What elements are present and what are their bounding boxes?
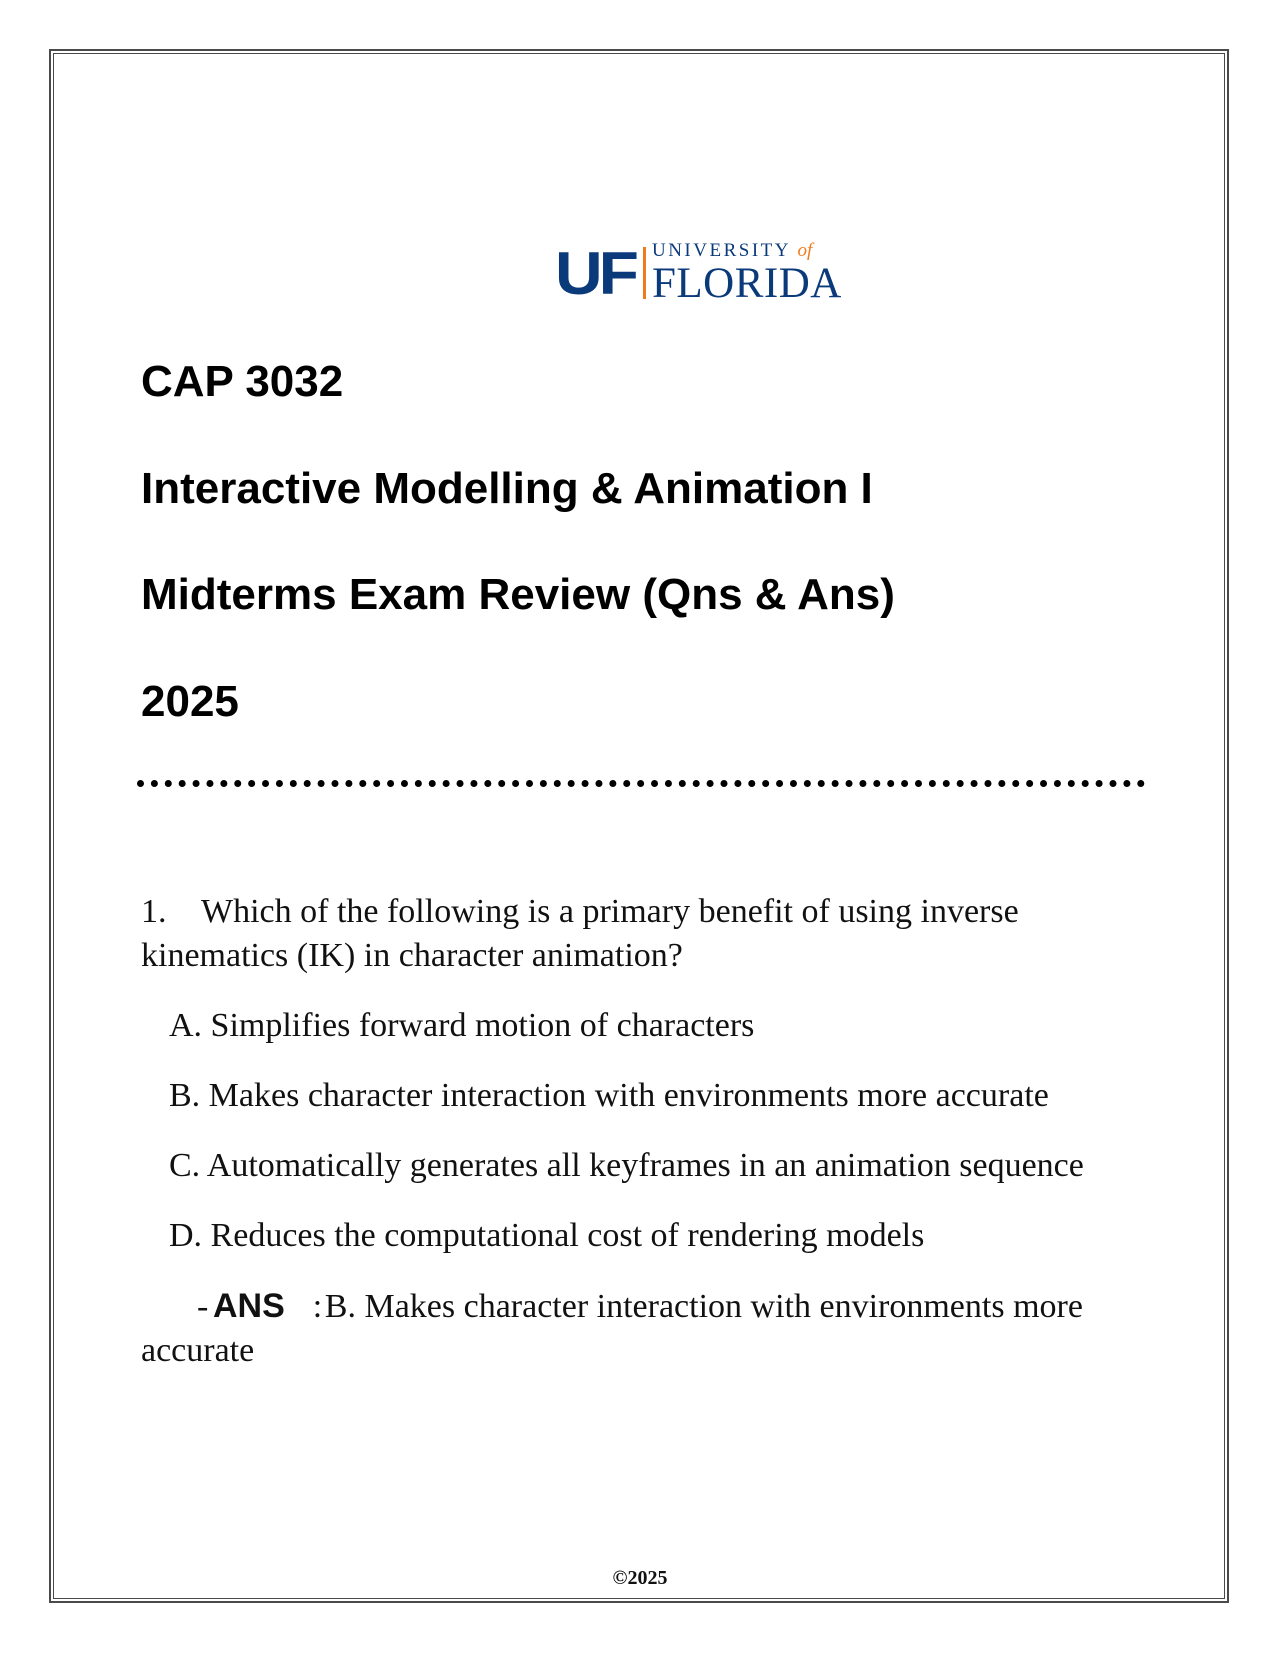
logo-of: of (797, 240, 813, 261)
logo-wordmark (652, 241, 842, 305)
copyright-footer: ©2025 (612, 1567, 668, 1589)
answer-dash: - (197, 1288, 209, 1325)
question-block (141, 890, 1151, 1373)
logo-divider (643, 247, 646, 299)
answer-text: B. Makes character interaction with environments more accurate (141, 1288, 1083, 1369)
course-title: Interactive Modelling & Animation I (141, 464, 873, 513)
question-number: 1. (141, 893, 167, 930)
university-logo (555, 238, 842, 308)
option-b: B. Makes character interaction with environments more accurate (169, 1077, 1049, 1114)
answer-label: ANS (213, 1287, 285, 1325)
logo-university: UNIVERSITY (651, 240, 791, 261)
answer-colon: : (312, 1288, 323, 1325)
option-a: A. Simplifies forward motion of characters (169, 1007, 755, 1044)
option-c: C. Automatically generates all keyframes in an animation sequence (169, 1147, 1084, 1184)
question-text (141, 890, 1151, 978)
course-code: CAP 3032 (141, 357, 344, 406)
logo-florida: FLORIDA (651, 260, 842, 307)
answer-line (141, 1284, 1151, 1373)
logo-university-line (652, 241, 842, 260)
option-d: D. Reduces the computational cost of rendering models (169, 1217, 925, 1254)
document-subtitle: Midterms Exam Review (Qns & Ans) (141, 570, 895, 619)
document-year: 2025 (141, 677, 239, 726)
logo-mark: UF (555, 238, 635, 308)
dotted-divider (137, 780, 1145, 787)
question-body: Which of the following is a primary benefit of using inverse kinematics (IK) in character animation? (141, 893, 1019, 974)
